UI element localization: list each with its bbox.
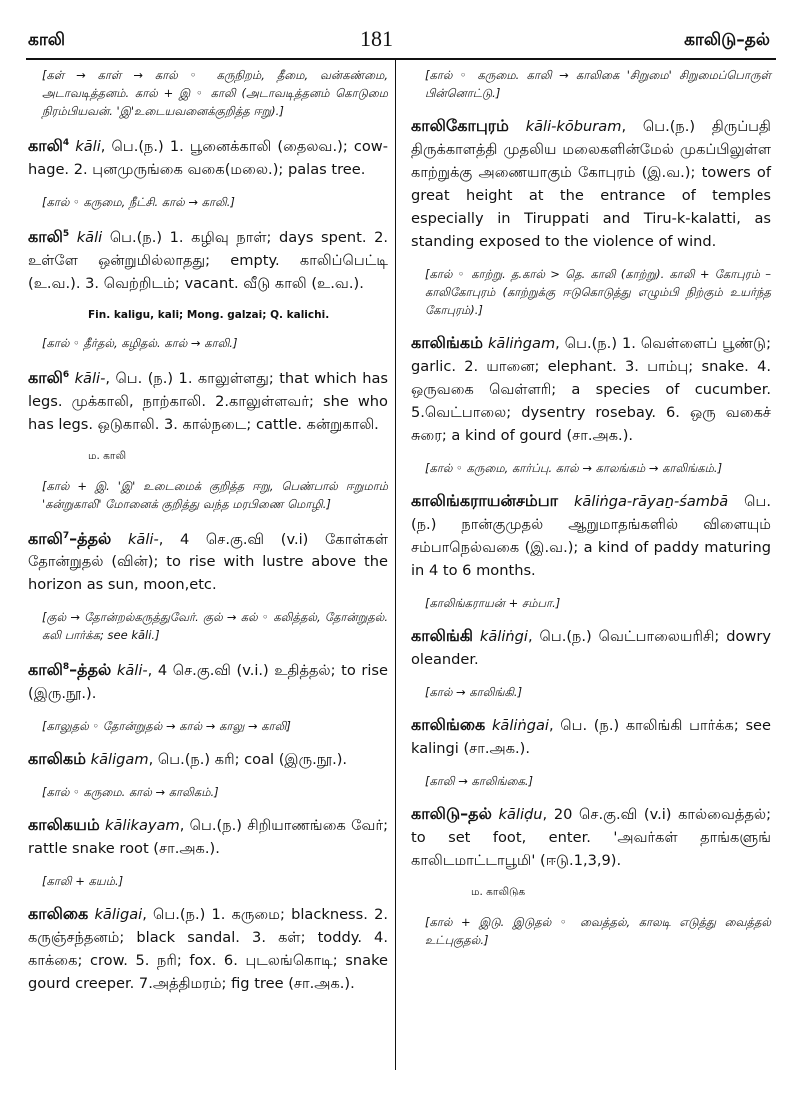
etymology-note: [கால் ◦ கருமை, கார்ப்பு. கால் → காலங்கம் → காலிங்கம்.] (425, 461, 723, 475)
homonym-number: 6 (62, 369, 70, 380)
headword: காலிகோபுரம் (411, 116, 509, 135)
dictionary-entry (28, 364, 388, 436)
etymology-note: [கால் ◦ கருமை. கால் → காலிகம்.] (42, 785, 219, 800)
page-header (0, 22, 800, 56)
etymology-note: [கால் ◦ தீர்தல், கழிதல். கால் → காலி.] (42, 335, 238, 350)
definition: , 4 செ.கு.வி (v.i) கோள்கள் தோன்றுதல் (வின்); to rise with lustre above the horizon as sun, moon,etc. (28, 530, 389, 594)
dictionary-entry (411, 713, 771, 760)
transliteration: kālikayam (105, 817, 180, 835)
etymology-note: [காலி → காலிங்கை.] (425, 774, 534, 788)
headword: காலிங்கம் (411, 333, 484, 352)
cognate-malayalam: ம. காலி (88, 449, 127, 462)
dictionary-entry (28, 525, 388, 597)
header-rule (26, 58, 776, 60)
dictionary-entry (411, 624, 771, 671)
dictionary-entry (28, 902, 388, 995)
etymology-note: [காலி + கயம்.] (42, 874, 124, 889)
dictionary-entry (28, 656, 388, 705)
transliteration: kāli-kōburam (525, 118, 622, 135)
headword-suffix: –த்தல் (69, 528, 112, 548)
headword: காலிகயம் (28, 815, 100, 835)
homonym-number: 7 (62, 530, 70, 541)
etymology-note: [கால் ◦ கருமை, நீட்சி. கால் → காலி.] (42, 194, 235, 209)
headword: காலிகம் (28, 749, 86, 769)
dictionary-entry (411, 114, 771, 253)
transliteration: kāligai (94, 906, 143, 924)
transliteration: kāliṅgi (479, 628, 528, 645)
headword: காலி (28, 226, 63, 246)
etymology-note: [கள் → காள் → கால் ◦ கருநிறம், தீமை, வன்கண்மை, அடாவடித்தனம். கால் + இ ◦ காலி (அடாவடித்தனம் கொடுமை நிரம்பியவன். 'இ'உடையவனைக்குறித்த ஈறு).] (42, 68, 388, 118)
definition: பெ.(ந.) நான்குமுதல் ஆறுமாதங்களில் விளையும் சம்பாநெல்வகை (இ.வ.); a kind of paddy maturing in 4 to 6 months. (411, 493, 771, 579)
page-number: 181 (360, 26, 393, 51)
column-divider (395, 60, 396, 1070)
headword-suffix: –த்தல் (69, 660, 112, 680)
dictionary-entry (411, 489, 771, 582)
transliteration: kāli (76, 228, 103, 246)
headword: காலி (28, 660, 63, 680)
transliteration: kāli- (116, 662, 148, 680)
dictionary-entry (28, 813, 388, 860)
definition: , பெ.(ந.) சிறியாணங்கை வேர்; rattle snake root (சா.அக.). (28, 817, 389, 858)
definition: , பெ. (ந.) காலிங்கி பார்க்க; see kalingi (சா.அக.). (411, 717, 772, 757)
headword: காலிங்கராயன்சம்பா (411, 491, 558, 510)
headword: காலிடு–தல் (411, 804, 492, 823)
headword: காலிங்கை (411, 715, 486, 734)
transliteration: kāli- (74, 369, 106, 387)
dictionary-entry (411, 331, 771, 447)
definition: , பெ.(ந.) 1. கருமை; blackness. 2. கருஞ்சந்தனம்; black sandal. 3. கள்; toddy. 4. காக்கை; crow. 5. நரி; fox. 6. புடலங்கொடி; snake gourd creeper. 7.அத்திமரம்; fig tree (சா.அக.). (28, 906, 388, 993)
etymology-note: [கால் + இடு. இடுதல் ◦ வைத்தல், காலடி எடுத்து வைத்தல் உட்புகுதல்.] (425, 915, 771, 947)
cognate-malayalam: ம. காலிடுக (471, 886, 526, 898)
etymology-note: [கால் ◦ கருமை. காலி → காலிகை 'சிறுமை' சிறுமைப்பொருள் பின்னொட்டு.] (425, 68, 771, 100)
dictionary-entry (28, 132, 388, 181)
header-right-guide-word: காலிடு–தல் (684, 30, 770, 50)
dictionary-entry (28, 747, 388, 771)
etymology-note: [காலுதல் ◦ தோன்றுதல் → கால் → காலு → காலி] (42, 719, 291, 734)
definition: , பெ.(ந.) 1. வெள்ளைப் பூண்டு; garlic. 2. யானை; elephant. 3. பாம்பு; snake. 4. ஒருவகை வெள்ளரி; a species of cucumber. 5.வெட்பாலை; dysentry rosebay. 6. ஒரு வகைச் சுரை; a kind of gourd (சா.அக.). (411, 335, 771, 444)
cognates-note: Fin. kaligu, kali; Mong. galzai; Q. kalichi. (88, 308, 330, 321)
transliteration: kāliṅgam (487, 335, 556, 352)
etymology-note: [கால் ◦ காற்று. த.கால் > தெ. காலி (காற்று). காலி + கோபுரம் – காலிகோபுரம் (காற்றுக்கு ஈடுகொடுத்து எழும்பி நிற்கும் உயர்ந்த கோபுரம்).] (425, 267, 771, 317)
homonym-number: 8 (62, 662, 70, 673)
definition: , பெ.(ந.) கரி; coal (இரு.நூ.). (148, 751, 348, 769)
headword: காலி (28, 135, 63, 155)
definition: , 4 செ.கு.வி (v.i.) உதித்தல்; to rise (இரு.நூ.). (28, 662, 389, 703)
transliteration: kāligam (90, 751, 149, 769)
definition: , பெ.(ந.) வெட்பாலையரிசி; dowry oleander. (411, 628, 772, 668)
etymology-note: [கால் + இ. 'இ' உடைமைக் குறித்த ஈறு, பெண்பால் ஈறுமாம் 'கன்றுகாலி' மோனைக் குறித்து வந்த மரபிணை மொழி.] (42, 478, 388, 511)
definition: பெ.(ந.) 1. கழிவு நாள்; days spent. 2. உள்ளே ஒன்றுமில்லாதது; empty. காலிப்பெட்டி (உ.வ.). 3. வெற்றிடம்; vacant. வீடு காலி (உ.வ.). (28, 228, 388, 292)
homonym-number: 5 (62, 228, 70, 239)
homonym-number: 4 (62, 138, 70, 148)
dictionary-entry (411, 802, 771, 872)
headword: காலிங்கி (411, 626, 474, 645)
headword: காலிகை (28, 904, 89, 924)
header-left-guide-word: காலி (28, 30, 66, 50)
definition: , 20 செ.கு.வி (v.i) கால்வைத்தல்; to set foot, enter. 'அவர்கள் தாங்களுங் காலிடமாட்டாபூமி' (ஈடு.1,3,9). (411, 806, 771, 869)
headword: காலி (28, 528, 63, 548)
definition: , பெ. (ந.) 1. காலுள்ளது; that which has legs. முக்காலி, நாற்காலி. 2.காலுள்ளவர்; she who has legs. ஒடுகாலி. 3. கால்நடை; cattle. கன்றுகாலி. (28, 369, 389, 433)
definition: , பெ.(ந.) திருப்பதி திருக்காளத்தி முதலிய மலைகளின்மேல் முகப்பிலுள்ள காற்றுக்கு அணையாகும் கோபுரம் (இ.வ.); towers of great height at the entrance of temples especially in Tiruppati and Tiru-k-kalatti, as standing exposed to the violence of wind. (411, 118, 771, 250)
transliteration: kāli (75, 137, 101, 155)
transliteration: kāli- (127, 530, 159, 548)
etymology-note: [குல் → தோன்றல்கருத்துவேர். குல் → கல் ◦ கலித்தல், தோன்றுதல். கலி பார்க்க; see kāli.] (42, 610, 388, 643)
dictionary-entry (28, 223, 388, 295)
definition: , பெ.(ந.) 1. பூனைக்காலி (தைலவ.); cow-hage. 2. புனமுருங்கை வகை(மலை.); palas tree. (28, 137, 388, 178)
transliteration: kāliṅgai (491, 717, 549, 734)
etymology-note: [காலிங்கராயன் + சம்பா.] (425, 596, 561, 610)
headword: காலி (28, 367, 63, 387)
transliteration: kāliḍu (498, 806, 543, 823)
transliteration: kāliṅga-rāyaṉ-śambā (573, 493, 729, 510)
etymology-note: [கால் → காலிங்கி.] (425, 685, 523, 699)
right-column (411, 66, 771, 961)
left-column (28, 66, 388, 1007)
